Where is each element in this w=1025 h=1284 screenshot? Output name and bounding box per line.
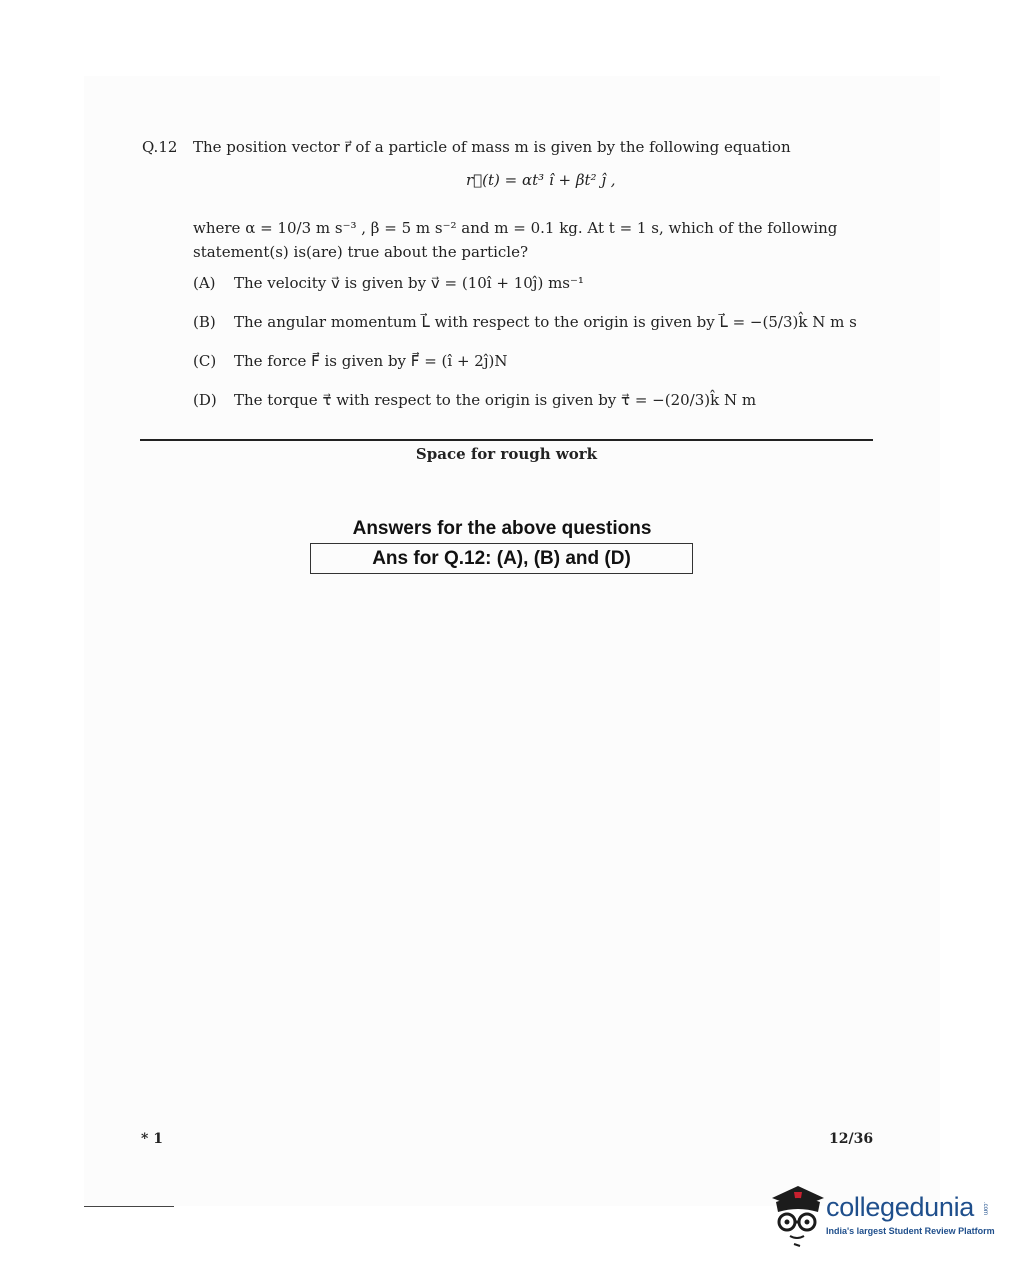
option-text: The torque τ⃗ with respect to the origin is given by τ⃗ = −(20/3)k̂ N m — [234, 391, 757, 409]
option-d — [193, 391, 756, 409]
question-conditions: where α = 10/3 m s⁻³ , β = 5 m s⁻² and m = 0.1 kg. At t = 1 s, which of the following statement(s) is(are) true about the particle? — [193, 219, 838, 261]
position-equation: r⃗(t) = αt³ î + βt² ĵ , — [466, 171, 616, 189]
footer-marker: * 1 — [141, 1131, 163, 1147]
collegedunia-logo — [768, 1180, 998, 1250]
footer-line — [84, 1206, 174, 1207]
logo-tagline: India's largest Student Review Platform — [826, 1226, 995, 1236]
answer-box: Ans for Q.12: (A), (B) and (D) — [310, 543, 693, 574]
answers-heading: Answers for the above questions — [352, 518, 652, 539]
option-label: (B) — [193, 313, 216, 331]
option-label: (D) — [193, 391, 217, 409]
option-label: (C) — [193, 352, 217, 370]
divider — [140, 439, 873, 441]
rough-work-label: Space for rough work — [415, 445, 598, 463]
option-text: The angular momentum L⃗ with respect to the origin is given by L⃗ = −(5/3)k̂ N m s — [234, 313, 857, 331]
option-label: (A) — [193, 274, 216, 292]
question-stem: The position vector r⃗ of a particle of mass m is given by the following equation — [193, 138, 791, 156]
question-number: Q.12 — [142, 138, 178, 156]
page-number: 12/36 — [829, 1131, 874, 1147]
logo-wordmark: collegedunia — [826, 1192, 975, 1222]
option-b — [193, 313, 857, 331]
mascot-icon — [768, 1180, 826, 1250]
option-a — [193, 274, 584, 292]
option-text: The velocity v⃗ is given by v⃗ = (10î + 10ĵ) ms⁻¹ — [234, 274, 584, 292]
logo-suffix: .com — [982, 1202, 988, 1216]
option-text: The force F⃗ is given by F⃗ = (î + 2ĵ)N — [234, 352, 508, 370]
option-c — [193, 352, 507, 370]
